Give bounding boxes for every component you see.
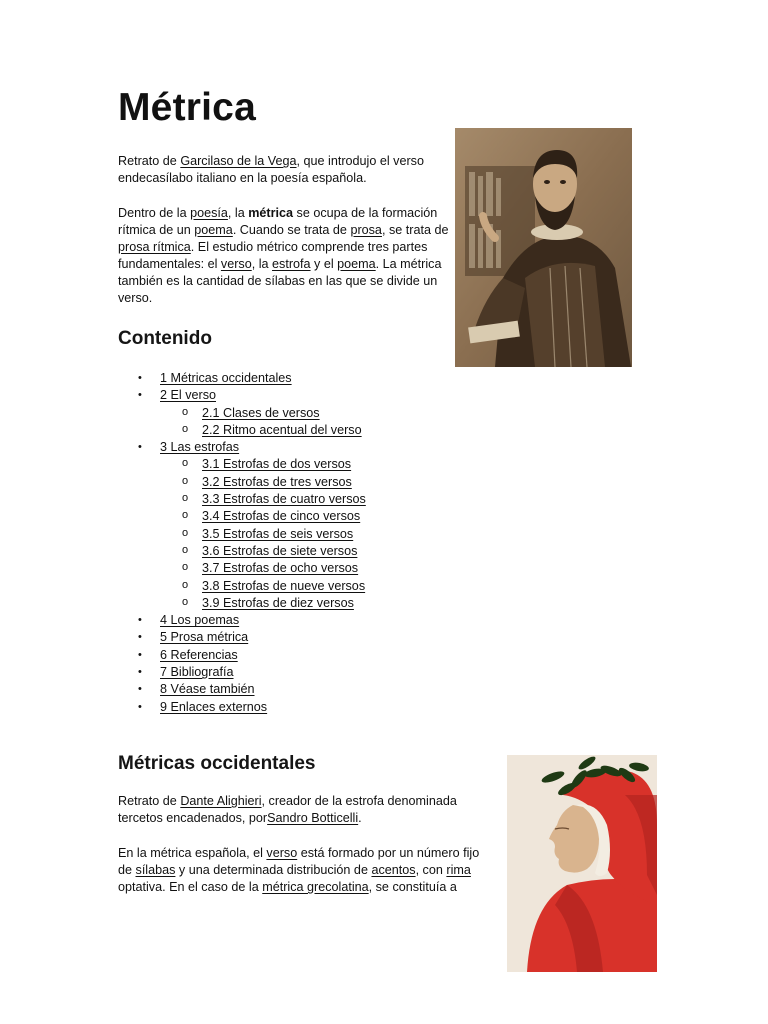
toc-link[interactable]: 3.8 Estrofas de nueve versos xyxy=(202,578,366,593)
link-prosa[interactable]: prosa xyxy=(350,223,382,237)
toc-item xyxy=(118,508,366,525)
caption-text: , que introdujo el verso endecasílabo italiano en la poesía española. xyxy=(118,154,424,185)
toc-item xyxy=(118,422,366,439)
toc-link[interactable]: 3.6 Estrofas de siete versos xyxy=(202,543,358,558)
page-title: Métrica xyxy=(118,86,256,129)
toc-item xyxy=(118,681,366,698)
link-metrica-grecolatina[interactable]: métrica grecolatina xyxy=(262,880,369,894)
toc-item xyxy=(118,405,366,422)
intro-paragraph xyxy=(118,205,454,307)
link-prosa-ritmica[interactable]: prosa rítmica xyxy=(118,240,191,254)
toc-item xyxy=(118,612,366,629)
link-garcilaso-de-la-vega[interactable]: Garcilaso de la Vega xyxy=(180,154,297,168)
intro-text: . La métrica también es la cantidad de sílabas en las que se divide un verso. xyxy=(118,257,442,305)
section-heading-metricas-occidentales: Métricas occidentales xyxy=(118,753,316,774)
link-verso-2[interactable]: verso xyxy=(266,846,298,860)
toc-link[interactable]: 3 Las estrofas xyxy=(160,440,240,455)
bold-term-metrica: métrica xyxy=(248,206,294,220)
body-text: , se constituía a xyxy=(368,880,457,894)
toc-item xyxy=(118,387,366,404)
toc-item xyxy=(118,560,366,577)
toc-link[interactable]: 2.2 Ritmo acentual del verso xyxy=(202,422,362,437)
caption-text: , creador de la estrofa denominada tercetos encadenados, por xyxy=(118,794,457,825)
body-paragraph xyxy=(118,845,488,896)
dante-illustration xyxy=(507,755,657,972)
intro-text: , se trata de xyxy=(381,223,449,237)
toc-link[interactable]: 3.5 Estrofas de seis versos xyxy=(202,526,354,541)
toc-item xyxy=(118,456,366,473)
portrait-garcilaso-image xyxy=(455,128,632,367)
caption-text: Retrato de xyxy=(118,154,181,168)
table-of-contents xyxy=(118,370,366,716)
intro-text: . El estudio métrico comprende tres partes fundamentales: el xyxy=(118,240,428,271)
link-poema[interactable]: poema xyxy=(194,223,233,237)
toc-link[interactable]: 2.1 Clases de versos xyxy=(202,405,320,420)
toc-item xyxy=(118,664,366,681)
contents-heading: Contenido xyxy=(118,328,212,349)
toc-link[interactable]: 3.3 Estrofas de cuatro versos xyxy=(202,492,366,507)
link-acentos[interactable]: acentos xyxy=(371,863,416,877)
toc-item xyxy=(118,595,366,612)
intro-text: , la xyxy=(227,206,249,220)
toc-link[interactable]: 3.4 Estrofas de cinco versos xyxy=(202,509,361,524)
toc-link[interactable]: 3.2 Estrofas de tres versos xyxy=(202,474,352,489)
toc-item xyxy=(118,543,366,560)
toc-item xyxy=(118,370,366,387)
intro-text: , la xyxy=(251,257,273,271)
link-poema-2[interactable]: poema xyxy=(337,257,376,271)
toc-link[interactable]: 7 Bibliografía xyxy=(160,665,234,680)
body-text: está formado por un número fijo de xyxy=(118,846,480,877)
body-text: optativa. En el caso de la xyxy=(118,880,263,894)
toc-link[interactable]: 2 El verso xyxy=(160,388,216,403)
caption-text: . xyxy=(358,811,362,825)
body-text: y una determinada distribución de xyxy=(175,863,372,877)
toc-link[interactable]: 5 Prosa métrica xyxy=(160,630,249,645)
toc-link[interactable]: 3.9 Estrofas de diez versos xyxy=(202,595,354,610)
intro-text: . Cuando se trata de xyxy=(232,223,351,237)
toc-link[interactable]: 3.7 Estrofas de ocho versos xyxy=(202,561,359,576)
toc-item xyxy=(118,491,366,508)
link-poesia[interactable]: poesía xyxy=(190,206,228,220)
link-estrofa[interactable]: estrofa xyxy=(272,257,311,271)
toc-link[interactable]: 8 Véase también xyxy=(160,682,255,697)
body-text: , con xyxy=(415,863,447,877)
portrait-caption-garcilaso xyxy=(118,153,454,187)
link-dante-alighieri[interactable]: Dante Alighieri xyxy=(180,794,262,808)
toc-item xyxy=(118,647,366,664)
toc-link[interactable]: 1 Métricas occidentales xyxy=(160,371,292,385)
toc-item xyxy=(118,578,366,595)
portrait-caption-dante xyxy=(118,793,478,827)
toc-link[interactable]: 3.1 Estrofas de dos versos xyxy=(202,457,352,472)
link-verso[interactable]: verso xyxy=(220,257,252,271)
intro-text: se ocupa de la formación rítmica de un xyxy=(118,206,438,237)
toc-link[interactable]: 4 Los poemas xyxy=(160,613,240,628)
intro-text: Dentro de la xyxy=(118,206,191,220)
toc-item xyxy=(118,699,366,716)
intro-text: y el xyxy=(310,257,338,271)
toc-item xyxy=(118,474,366,491)
toc-link[interactable]: 9 Enlaces externos xyxy=(160,699,268,714)
link-sandro-botticelli[interactable]: Sandro Botticelli xyxy=(267,811,359,825)
toc-link[interactable]: 6 Referencias xyxy=(160,647,238,662)
portrait-dante-image xyxy=(507,755,657,972)
toc-item xyxy=(118,526,366,543)
link-rima[interactable]: rima xyxy=(446,863,471,877)
link-silabas[interactable]: sílabas xyxy=(135,863,176,877)
body-text: En la métrica española, el xyxy=(118,846,267,860)
toc-item xyxy=(118,629,366,646)
garcilaso-illustration xyxy=(455,128,632,367)
toc-item xyxy=(118,439,366,456)
caption-text: Retrato de xyxy=(118,794,181,808)
